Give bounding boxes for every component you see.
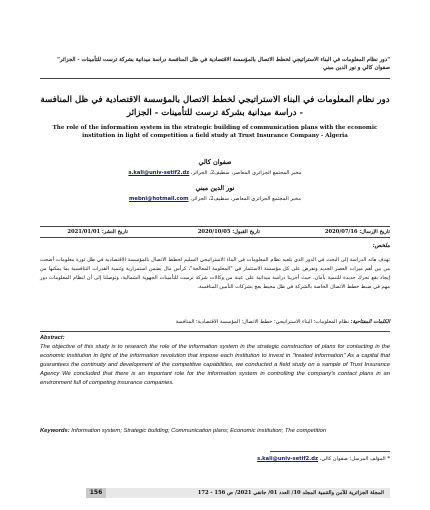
- journal-footer: [86, 488, 390, 498]
- date-received: تاريخ الإرسال: 2020/07/16: [324, 229, 390, 235]
- abstract-english: The objective of this study is to research the role of the information system in the strategic construction of plans for contacting in the economic institution in light of the information revolution that impose each institution to invest in "treated information" As a capital that guarantees the continuity and development of the competitive capabilities, we conducted a field study on a sample of Trust Insurance Agency We concluded that there is an important role for the information system in controlling the company's contact plans in an environment full of competing insurance companies.: [40, 344, 390, 386]
- author-email-1[interactable]: s.kali@univ-setif2.dz: [128, 170, 190, 176]
- footnote-divider: [270, 451, 390, 452]
- header-divider: [40, 78, 390, 79]
- footnote-email[interactable]: s.kali@univ-setif2.dz: [257, 456, 318, 462]
- submission-dates: [40, 226, 390, 238]
- journal-citation: المجلة الجزائرية للأمن والتنمية المجلد 10/ العدد 01/ جانفي 2021/ ص 156 - 172: [197, 490, 384, 496]
- paper-title-english: The role of the information system in the strategic building of communication plans with the economic institution in light of competition a field study at Trust Insurance Company - Algeria: [52, 125, 378, 139]
- author-name-2: نور الدين مبني: [195, 184, 235, 192]
- author-email-2[interactable]: mebni@hotmail.com: [129, 196, 189, 202]
- affiliation-text-2: مخبر المجتمع الجزائري المعاصر، سطيف2، الجزائر،: [190, 196, 301, 202]
- abstract-divider: [40, 331, 390, 332]
- abstract-arabic: تهدف هاته الدراسة إلى البحث في الدور الذي يلعبه نظام المعلومات في البناء الاستراتيجي السليم لخطط الاتصال بالمؤسسة الاقتصادية في ظل ثورة معلومات أضحت من بين أهم ميزات العصر الجديد وتفرض على كل مؤسسة الاستثمار في "المعلومة المعالجة"، كرأس مال يضمن استمرارية وتنمية القدرات التنافسية بما يمكنها من إيجاد بقع تحرك جديدة للتنمية بأمان، حيث أجرينا دراسة ميدانية على عينة من وكالات شركة ترست للتأمينات الجهوية الشمالية، وتوصلنا إلى أن لنظام المعلومات دور مهم في ضبط خطط الاتصال الخاصة بالشركة في ظل محيط يعج بشركات التأمين المنافسة.: [40, 257, 390, 290]
- abstract-english-heading: Abstract:: [40, 335, 65, 341]
- keywords-english-label: Keywords:: [40, 428, 70, 434]
- keywords-arabic-label: الكلمات المفتاحية:: [350, 319, 390, 325]
- author-name-1: صفوان كالي: [198, 158, 232, 166]
- keywords-arabic: [40, 318, 390, 326]
- running-header: "دور نظام المعلومات في البناء الاستراتيجي لخطط الاتصال بالمؤسسة الاقتصادية في ظل المنافسة دراسة ميدانية بشركة ترست للتأمينات - الجزائر" صفوان كالي و نور الدين مبني: [57, 57, 390, 71]
- corresponding-author-footnote: [160, 456, 390, 462]
- keywords-arabic-text: نظام المعلومات؛ البناء الاستراتيجي؛ خطط الاتصال؛ المؤسسة الاقتصادية؛ المنافسة: [175, 319, 349, 325]
- paper-title-arabic: دور نظام المعلومات في البناء الاستراتيجي لخطط الاتصال بالمؤسسة الاقتصادية في ظل المنافسة - دراسة ميدانية بشركة ترست للتأمينات - الجزائر: [40, 95, 390, 118]
- keywords-english-text: Information system; Strategic building; Communication plans; Economic institution; The competition: [71, 428, 327, 434]
- author-affiliation-2: [40, 196, 390, 202]
- date-accepted: تاريخ القبول: 2020/10/05: [197, 229, 260, 235]
- footnote-label: * المؤلف المرسل: صفوان كالي،: [319, 456, 390, 462]
- affiliation-text-1: مخبر المجتمع الجزائري المعاصر، سطيف2، الجزائر،: [190, 170, 302, 176]
- abstract-arabic-heading: ملخص:: [372, 243, 390, 249]
- author-affiliation-1: [40, 170, 390, 176]
- date-published: تاريخ النشر: 2021/01/01: [67, 229, 128, 235]
- page-number: 156: [86, 488, 106, 498]
- keywords-english: [40, 427, 390, 435]
